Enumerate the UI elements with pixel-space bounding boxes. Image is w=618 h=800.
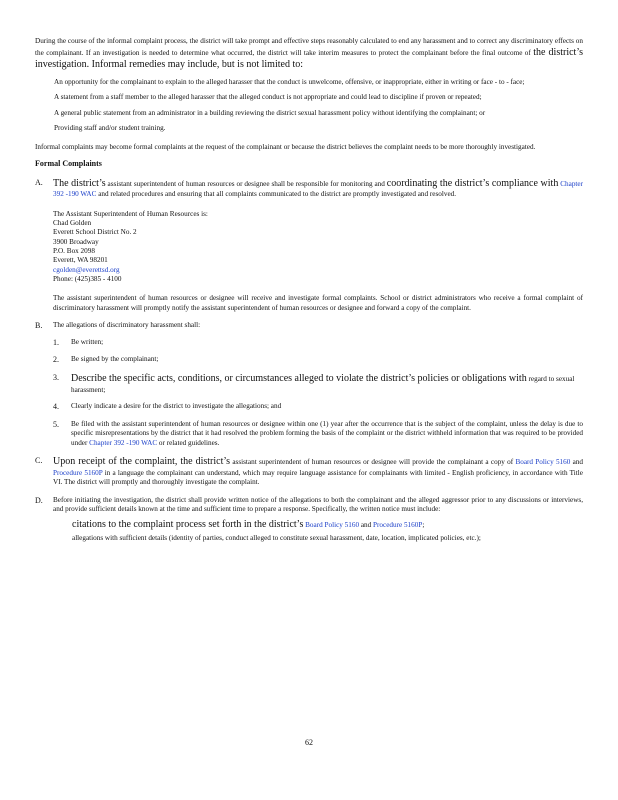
- wac-link[interactable]: Chapter 392 -190 WAC: [53, 179, 584, 199]
- page-number: 62: [305, 738, 313, 747]
- section-a: [35, 178, 583, 314]
- bullet-icon: [53, 519, 72, 532]
- item-text-large: Describe the specific acts, conditions, or circumstances alleged to violate the district’s policies or obligations with: [71, 373, 527, 385]
- contact-line: Everett, WA 98201: [53, 256, 108, 265]
- section-a-text: assistant superintendent of human resources or designee shall be responsible for monitoring and: [105, 179, 385, 188]
- bullet-icon: [35, 78, 54, 88]
- list-item: [35, 93, 583, 103]
- contact-intro: The Assistant Superintendent of Human Resources is:: [53, 209, 208, 218]
- item-text-after: ;: [422, 520, 425, 529]
- section-a-text2: and related procedures and ensuring that all complaints communicated to the district are promptly investigated and resolved.: [96, 190, 457, 199]
- section-b-intro: The allegations of discriminatory harassment shall:: [53, 321, 201, 330]
- item-number: 2.: [53, 355, 59, 365]
- section-a-paragraph: [53, 178, 583, 200]
- section-a-lead: The district’s: [53, 177, 106, 189]
- item-text: Clearly indicate a desire for the district to investigate the allegations; and: [71, 402, 282, 411]
- page-content: [35, 37, 583, 544]
- list-item: [53, 402, 583, 413]
- section-c-text2: in a language the complainant can understand, which may require language assistance for complainants with limited - English proficiency, in accordance with Title VI. The district will promptly and thoroughly investigate the complaint.: [53, 468, 583, 487]
- item-number: 5.: [53, 419, 59, 429]
- list-item: [53, 338, 583, 349]
- procedure-link[interactable]: Procedure 5160P: [53, 468, 103, 477]
- section-a-lead2: coordinating the district’s compliance with: [386, 177, 559, 189]
- list-item: [53, 420, 583, 449]
- item-number: 3.: [53, 373, 59, 383]
- list-item: [53, 373, 583, 395]
- item-text-after: or related guidelines.: [157, 438, 220, 447]
- bullet-text: A statement from a staff member to the alleged harasser that the alleged conduct is not appropriate and could lead to discipline if proven or repeated;: [54, 93, 482, 101]
- contact-line: P.O. Box 2098: [53, 246, 95, 255]
- item-text: regard to sexual harassment;: [71, 375, 575, 394]
- item-text: Be filed with the assistant superintendent of human resources or designee within one (1) year after the occurrence that is the subject of the complaint, unless the delay is due to specific misrepresentations by the district that it had resolved the problem forming the basis of the complaint or the district withheld information that was required to be provided under: [71, 419, 583, 447]
- bullet-text: An opportunity for the complainant to explain to the alleged harasser that the conduct is unwelcome, offensive, or inappropriate, either in writing or face - to - face;: [54, 77, 525, 86]
- board-policy-link[interactable]: Board Policy 5160: [305, 520, 360, 529]
- contact-phone: Phone: (425)385 - 4100: [53, 275, 122, 284]
- section-marker: A.: [35, 177, 43, 187]
- email-link[interactable]: cgolden@everettsd.org: [53, 265, 120, 274]
- section-c-lead: Upon receipt of the complaint, the district’s: [53, 456, 231, 468]
- contact-line: 3900 Broadway: [53, 237, 99, 246]
- list-item: [35, 109, 583, 119]
- list-item: [53, 534, 583, 544]
- conjunction: and: [359, 520, 374, 529]
- list-item: [53, 355, 583, 366]
- section-a-paragraph-2: The assistant superintendent of human resources or designee will receive and investigate formal complaints. School or district administrators who receive a formal complaint of discriminatory harassment will promptly notify the assistant superintendent of human resources or designee and forward a copy of the complaint.: [53, 294, 583, 312]
- item-text-large: citations to the complaint process set forth in the district’s: [72, 518, 304, 530]
- section-b: [35, 321, 583, 448]
- informal-paragraph: Informal complaints may become formal complaints at the request of the complainant or because the district believes the complaint needs to be more thoroughly investigated.: [35, 142, 536, 151]
- conjunction: and: [570, 458, 584, 467]
- intro-text-large: the district’s investigation. Informal remedies may include, but is not limited to:: [35, 46, 583, 70]
- section-c-text: assistant superintendent of human resources or designee will provide the complainant a copy of: [230, 458, 514, 467]
- section-marker: D.: [35, 495, 43, 505]
- bullet-icon: [35, 124, 54, 134]
- item-text: Be written;: [71, 337, 104, 346]
- list-item: [53, 519, 583, 532]
- formal-complaints-heading: Formal Complaints: [35, 159, 102, 168]
- section-c-paragraph: [53, 456, 583, 488]
- intro-paragraph: [35, 37, 583, 72]
- list-item: [35, 78, 583, 88]
- item-number: 1.: [53, 337, 59, 347]
- intro-text: During the course of the informal complaint process, the district will take prompt and effective steps reasonably calculated to end any harassment and to correct any discriminatory effects on the complainant. If an investigation is needed to determine what occurred, the district will take interim measures to protect the complainant before the final outcome of: [35, 37, 583, 57]
- item-text: Be signed by the complainant;: [71, 355, 159, 364]
- bullet-icon: [35, 109, 54, 119]
- bullet-icon: [35, 93, 54, 103]
- item-text: allegations with sufficient details (identity of parties, conduct alleged to constitute sexual harassment, date, location, implicated policies, etc.);: [72, 534, 481, 543]
- section-d-paragraph: Before initiating the investigation, the district shall provide written notice of the allegations to both the complainant and the alleged aggressor prior to any discussions or interviews, and provide sufficient details known at the time and sufficient time to prepare a response. Specifically, the written notice must include:: [53, 495, 583, 514]
- contact-block: [53, 210, 583, 285]
- section-c: [35, 456, 583, 488]
- contact-line: Chad Golden: [53, 218, 92, 227]
- section-marker: C.: [35, 456, 43, 466]
- list-item: [35, 124, 583, 134]
- wac-link[interactable]: Chapter 392 -190 WAC: [89, 438, 158, 447]
- item-number: 4.: [53, 402, 59, 412]
- section-d: [35, 496, 583, 544]
- board-policy-link[interactable]: Board Policy 5160: [515, 458, 571, 467]
- bullet-text: Providing staff and/or student training.: [54, 124, 166, 132]
- section-marker: B.: [35, 321, 43, 331]
- bullet-icon: [53, 534, 72, 544]
- contact-line: Everett School District No. 2: [53, 228, 137, 237]
- bullet-text: A general public statement from an administrator in a building reviewing the district sexual harassment policy without identifying the complainant; or: [54, 108, 486, 117]
- procedure-link[interactable]: Procedure 5160P: [373, 520, 423, 529]
